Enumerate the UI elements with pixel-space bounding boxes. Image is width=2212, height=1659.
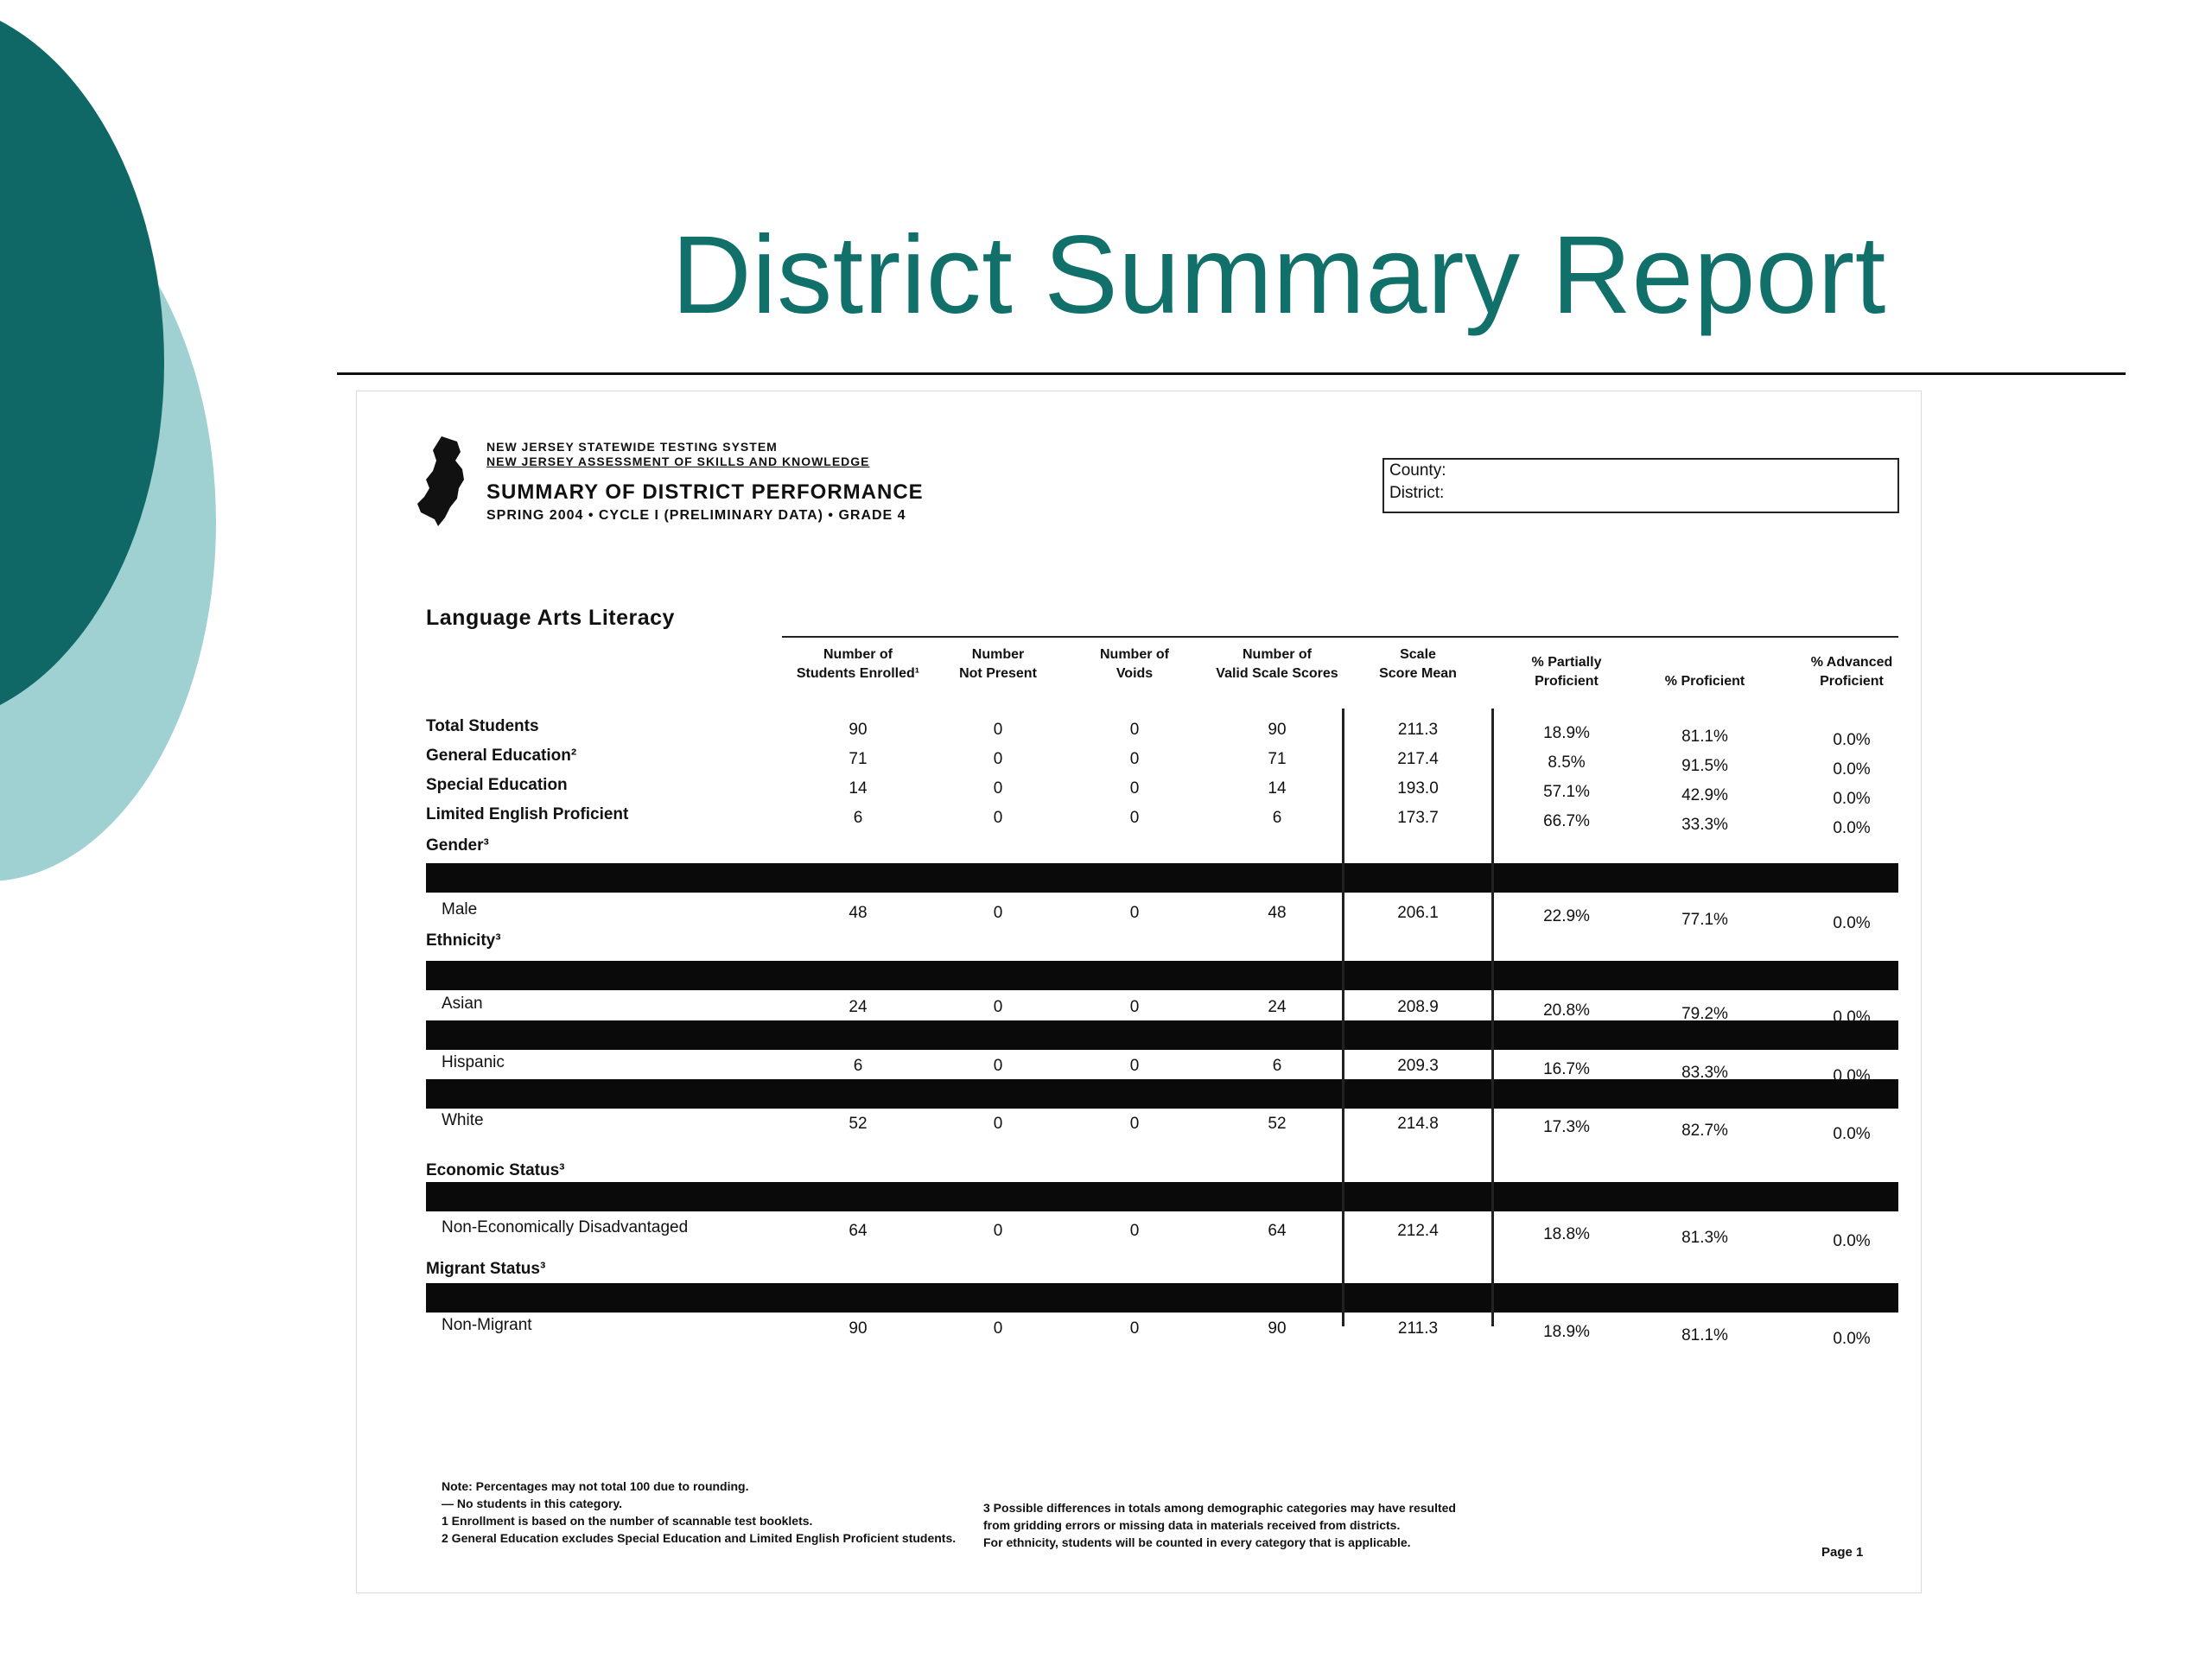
table-cell: 0 (1129, 1319, 1140, 1338)
table-cell: 22.9% (1543, 907, 1590, 925)
table-cell: 0 (1129, 750, 1140, 768)
table-cell: 0 (1129, 721, 1140, 739)
table-cell: 6 (853, 809, 863, 827)
table-cell: 0.0% (1833, 1125, 1871, 1143)
table-row (426, 1108, 1898, 1143)
column-header-line: % Advanced (1810, 655, 1893, 670)
column-header-line: Number of (1243, 647, 1312, 662)
table-cell: 79.2% (1681, 1005, 1728, 1023)
table-cell: 6 (1272, 809, 1282, 827)
column-header-line: Scale (1400, 647, 1436, 662)
table-cell: 0.0% (1833, 1232, 1871, 1250)
table-cell: 52 (1268, 1115, 1287, 1133)
row-label: Migrant Status³ (426, 1260, 546, 1278)
row-label: Non-Economically Disadvantaged (442, 1218, 689, 1236)
table-cell: 0 (993, 1222, 1003, 1240)
table-cell: 0 (993, 904, 1003, 922)
table-cell: 81.1% (1681, 728, 1728, 746)
report-system-line2: NEW JERSEY ASSESSMENT OF SKILLS AND KNOWLEDGE (486, 454, 870, 468)
column-header (1204, 645, 1351, 683)
table-cell: 0.0% (1833, 1330, 1871, 1348)
page-number: Page 1 (1821, 1545, 1864, 1560)
column-header (1649, 653, 1761, 691)
column-header-line: Number (971, 647, 1025, 662)
table-row (426, 714, 1898, 749)
table-cell: 17.3% (1543, 1118, 1590, 1136)
table-cell: 0.0% (1833, 790, 1871, 808)
row-label: Total Students (426, 717, 539, 735)
column-header (785, 645, 931, 683)
table-cell: 71 (1268, 750, 1287, 768)
table-cell: 217.4 (1397, 750, 1439, 768)
table-cell: 24 (849, 998, 868, 1016)
report-system-line1: NEW JERSEY STATEWIDE TESTING SYSTEM (486, 440, 778, 454)
table-cell: 90 (849, 1319, 868, 1338)
table-cell: 0 (1129, 779, 1140, 798)
table-cell: 0 (993, 779, 1003, 798)
column-header-line: Students Enrolled¹ (796, 666, 920, 681)
table-row (426, 743, 1898, 779)
column-header-line: Not Present (959, 666, 1037, 681)
table-cell: 6 (1272, 1057, 1282, 1075)
table-cell: 82.7% (1681, 1122, 1728, 1140)
table-cell: 48 (1268, 904, 1287, 922)
table-cell: 0 (1129, 998, 1140, 1016)
table-cell: 83.3% (1681, 1064, 1728, 1082)
footnotes-left (442, 1478, 956, 1547)
table-row (426, 897, 1898, 932)
row-label: Male (442, 900, 478, 918)
new-jersey-map-icon (416, 435, 467, 528)
header-rule (782, 636, 1898, 638)
table-cell: 14 (849, 779, 868, 798)
table-cell: 206.1 (1397, 904, 1439, 922)
table-cell: 77.1% (1681, 911, 1728, 929)
table-cell: 0 (993, 721, 1003, 739)
table-cell: 0 (993, 1319, 1003, 1338)
table-cell: 91.5% (1681, 757, 1728, 775)
row-label: Asian (442, 995, 483, 1013)
table-cell: 0 (1129, 1115, 1140, 1133)
row-label: Limited English Proficient (426, 805, 629, 823)
table-cell: 42.9% (1681, 786, 1728, 804)
redacted-row (426, 1020, 1898, 1050)
table-cell: 0 (1129, 809, 1140, 827)
redacted-row (426, 961, 1898, 990)
report-subtitle: SPRING 2004 • CYCLE I (PRELIMINARY DATA) • GRADE 4 (486, 508, 906, 523)
column-header-line: Score Mean (1379, 666, 1457, 681)
footnote-line: Note: Percentages may not total 100 due to rounding. (442, 1479, 749, 1493)
column-header-line (1649, 653, 1761, 672)
table-cell: 212.4 (1397, 1222, 1439, 1240)
column-header-line: % Proficient (1664, 674, 1745, 689)
column-header (942, 645, 1054, 683)
county-district-box (1382, 458, 1899, 513)
row-label: White (442, 1111, 484, 1129)
table-divider-1 (1342, 709, 1344, 1326)
row-label: Gender³ (426, 836, 489, 855)
table-cell: 193.0 (1397, 779, 1439, 798)
table-cell: 0 (993, 1057, 1003, 1075)
report-title: SUMMARY OF DISTRICT PERFORMANCE (486, 480, 924, 504)
table-cell: 6 (853, 1057, 863, 1075)
table-row (426, 772, 1898, 808)
table-cell: 18.8% (1543, 1225, 1590, 1243)
table-cell: 81.1% (1681, 1326, 1728, 1344)
row-label: Economic Status³ (426, 1161, 565, 1179)
table-cell: 0.0% (1833, 760, 1871, 779)
table-row (426, 1313, 1898, 1348)
column-header-line: % Partially (1531, 655, 1602, 670)
table-cell: 0 (1129, 904, 1140, 922)
title-divider (337, 372, 2126, 375)
table-row (426, 1215, 1898, 1250)
table-cell: 48 (849, 904, 868, 922)
footnote-line: 1 Enrollment is based on the number of scannable test booklets. (442, 1514, 813, 1528)
table-cell: 214.8 (1397, 1115, 1439, 1133)
table-cell: 90 (849, 721, 868, 739)
row-label: General Education² (426, 747, 577, 765)
redacted-row (426, 1283, 1898, 1313)
column-header (1800, 653, 1904, 691)
table-cell: 0.0% (1833, 914, 1871, 932)
table-cell: 57.1% (1543, 783, 1590, 801)
footnote-line: — No students in this category. (442, 1497, 622, 1510)
table-cell: 14 (1268, 779, 1287, 798)
table-row (426, 833, 1898, 862)
district-label: District: (1389, 484, 1445, 502)
table-cell: 0 (993, 750, 1003, 768)
column-header-line: Proficient (1535, 674, 1599, 689)
section-title: Language Arts Literacy (426, 606, 675, 630)
table-cell: 18.9% (1543, 1323, 1590, 1341)
row-label: Hispanic (442, 1053, 505, 1071)
table-cell: 52 (849, 1115, 868, 1133)
slide-title: District Summary Report (671, 213, 1886, 337)
table-cell: 211.3 (1397, 1319, 1439, 1338)
row-label: Special Education (426, 776, 568, 794)
table-cell: 64 (849, 1222, 868, 1240)
column-header-line: Voids (1116, 666, 1154, 681)
footnote-line: 3 Possible differences in totals among demographic categories may have resulted (983, 1501, 1456, 1515)
redacted-row (426, 863, 1898, 893)
redacted-row (426, 1079, 1898, 1109)
column-header-line: Proficient (1820, 674, 1884, 689)
table-row (426, 991, 1898, 1027)
row-label: Ethnicity³ (426, 931, 501, 950)
table-cell: 0.0% (1833, 1008, 1871, 1027)
column-header (1366, 645, 1470, 683)
table-cell: 81.3% (1681, 1229, 1728, 1247)
table-row (426, 928, 1898, 957)
table-cell: 208.9 (1397, 998, 1439, 1016)
column-header-line: Number of (1100, 647, 1169, 662)
table-cell: 24 (1268, 998, 1287, 1016)
column-header-line: Number of (823, 647, 893, 662)
table-row (426, 1256, 1898, 1286)
table-cell: 0.0% (1833, 731, 1871, 749)
table-cell: 64 (1268, 1222, 1287, 1240)
table-row (426, 1050, 1898, 1085)
scanned-report (356, 391, 1922, 1593)
county-label: County: (1389, 461, 1446, 480)
table-cell: 71 (849, 750, 868, 768)
table-cell: 20.8% (1543, 1001, 1590, 1020)
table-row (426, 802, 1898, 837)
table-cell: 0 (1129, 1057, 1140, 1075)
column-header (1087, 645, 1182, 683)
footnote-line: For ethnicity, students will be counted in every category that is applicable. (983, 1535, 1411, 1549)
table-cell: 211.3 (1397, 721, 1439, 739)
table-cell: 90 (1268, 1319, 1287, 1338)
table-divider-2 (1491, 709, 1494, 1326)
table-cell: 8.5% (1548, 753, 1586, 772)
table-cell: 0 (993, 998, 1003, 1016)
table-cell: 0 (993, 1115, 1003, 1133)
footnote-line: from gridding errors or missing data in materials received from districts. (983, 1518, 1401, 1532)
table-row (426, 1158, 1898, 1187)
row-label: Non-Migrant (442, 1316, 532, 1334)
table-cell: 16.7% (1543, 1060, 1590, 1078)
table-cell: 209.3 (1397, 1057, 1439, 1075)
table-cell: 173.7 (1397, 809, 1439, 827)
table-cell: 0 (993, 809, 1003, 827)
table-cell: 0.0% (1833, 819, 1871, 837)
column-header (1510, 653, 1623, 691)
table-cell: 90 (1268, 721, 1287, 739)
table-cell: 66.7% (1543, 812, 1590, 830)
table-cell: 33.3% (1681, 816, 1728, 834)
footnotes-right (983, 1499, 1456, 1551)
column-header-line: Valid Scale Scores (1216, 666, 1338, 681)
footnote-line: 2 General Education excludes Special Education and Limited English Proficient students. (442, 1531, 957, 1545)
table-cell: 0.0% (1833, 1067, 1871, 1085)
table-cell: 0 (1129, 1222, 1140, 1240)
table-cell: 18.9% (1543, 724, 1590, 742)
